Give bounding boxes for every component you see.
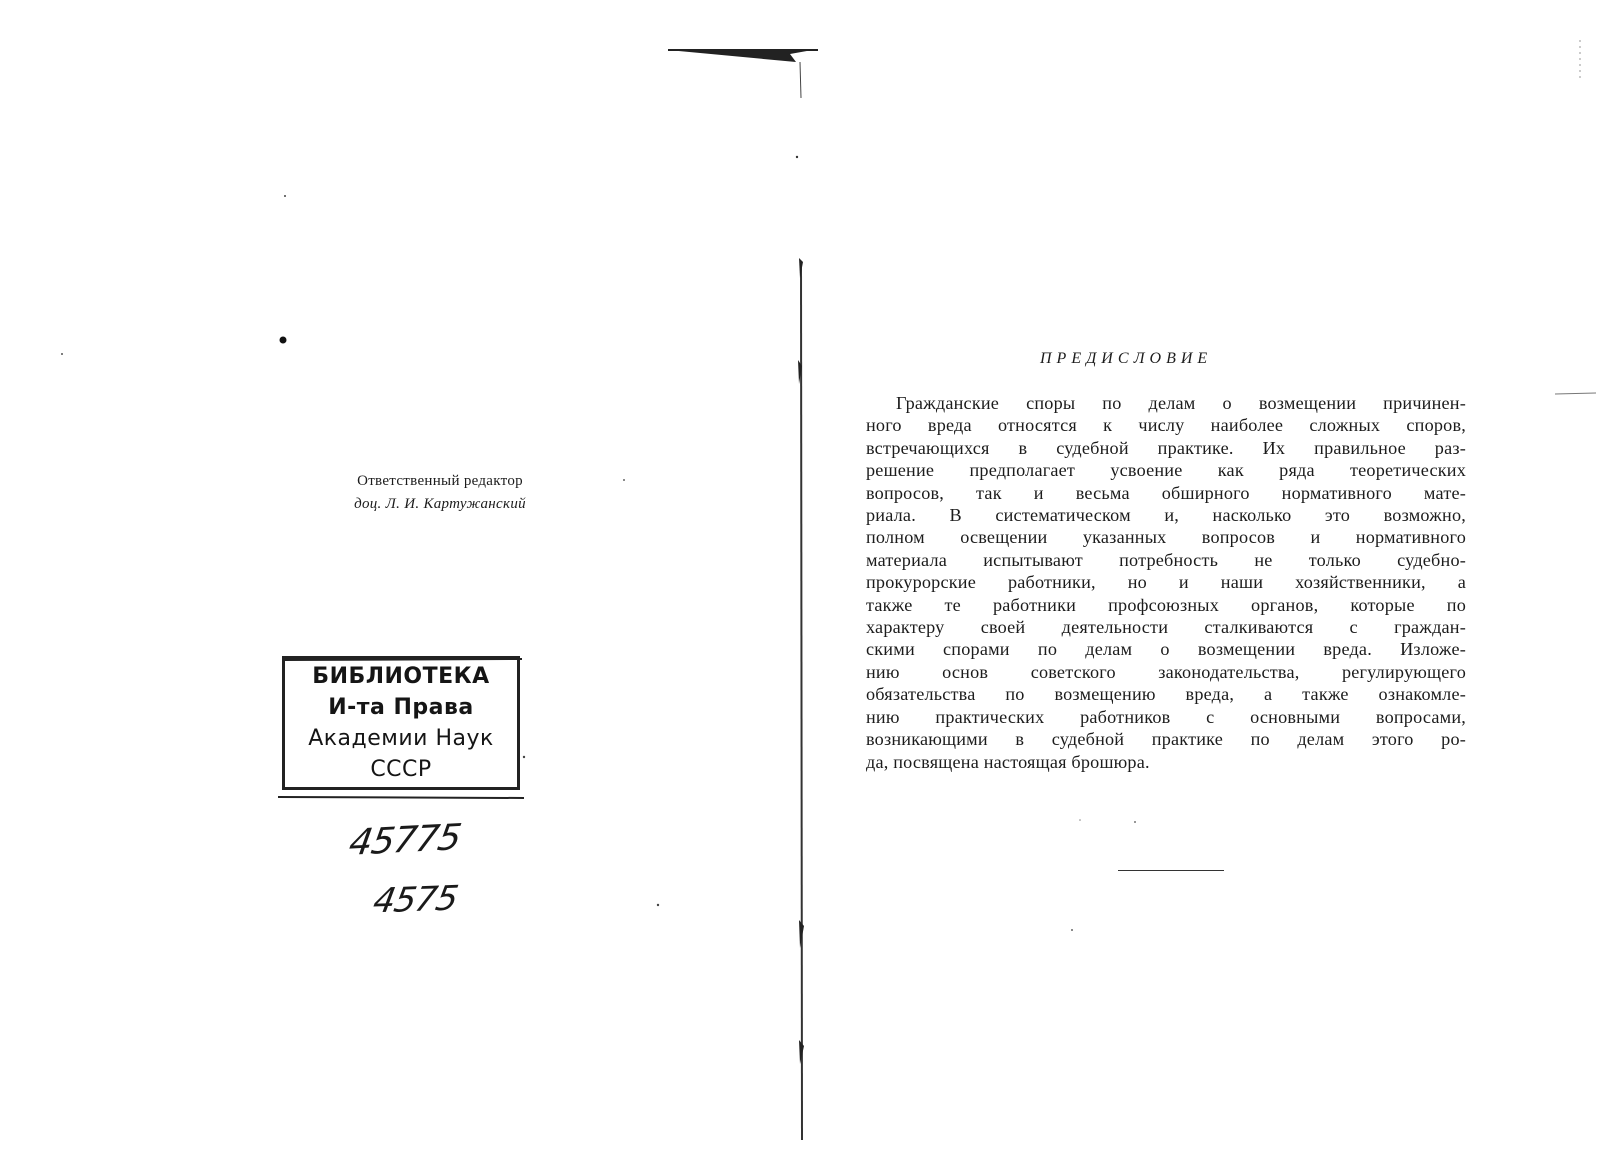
section-end-rule: [1118, 870, 1224, 871]
body-line: Гражданские споры по делам о возмещении причинен-: [896, 393, 1466, 413]
preface-body: [866, 392, 1466, 773]
body-line: ного вреда относятся к числу наиболее сложных споров,: [866, 415, 1466, 436]
body-line: прокурорские работники, но и наши хозяйственники, а: [866, 572, 1466, 593]
body-line: возникающими в судебной практике по делам этого ро-: [866, 729, 1466, 750]
body-line: встречающихся в судебной практике. Их правильное раз-: [866, 437, 1466, 458]
body-line: нию основ советского законодательства, регулирующего: [866, 661, 1466, 682]
body-line: решение предполагает усвоение как ряда теоретических: [866, 460, 1466, 481]
body-line: материала испытывают потребность не только судебно-: [866, 549, 1466, 570]
body-line: риала. В систематическом и, насколько это возможно,: [866, 505, 1466, 526]
stamp-line-3: Академии Наук: [308, 726, 494, 751]
body-line: полном освещении указанных вопросов и нормативного: [866, 527, 1466, 548]
stamp-line-2: И-та Права: [328, 695, 474, 720]
body-line: нию практических работников с основными вопросами,: [866, 706, 1466, 727]
handwritten-inventory-number: 45775: [346, 817, 464, 864]
editor-name: доц. Л. И. Картужанский: [354, 496, 526, 512]
body-line: обязательства по возмещению вреда, а также ознакомле-: [866, 684, 1466, 705]
editor-credit: [320, 470, 560, 516]
stamp-line-4: СССР: [370, 757, 432, 782]
body-line: скими спорами по делам о возмещении вреда. Изложе-: [866, 639, 1466, 660]
stamp-line-1: БИБЛИОТЕКА: [312, 664, 490, 689]
handwritten-shelf-number: 4575: [370, 878, 461, 922]
preface-title: ПРЕДИСЛОВИЕ: [1040, 350, 1213, 367]
body-line: вопросов, так и весьма обширного нормативного мате-: [866, 482, 1466, 503]
library-stamp: [282, 656, 520, 790]
body-line: также те работники профсоюзных органов, которые по: [866, 594, 1466, 615]
body-line: характеру своей деятельности сталкиваются с граждан-: [866, 617, 1466, 638]
editor-role: Ответственный редактор: [357, 473, 523, 489]
body-line: да, посвящена настоящая брошюра.: [866, 751, 1150, 772]
